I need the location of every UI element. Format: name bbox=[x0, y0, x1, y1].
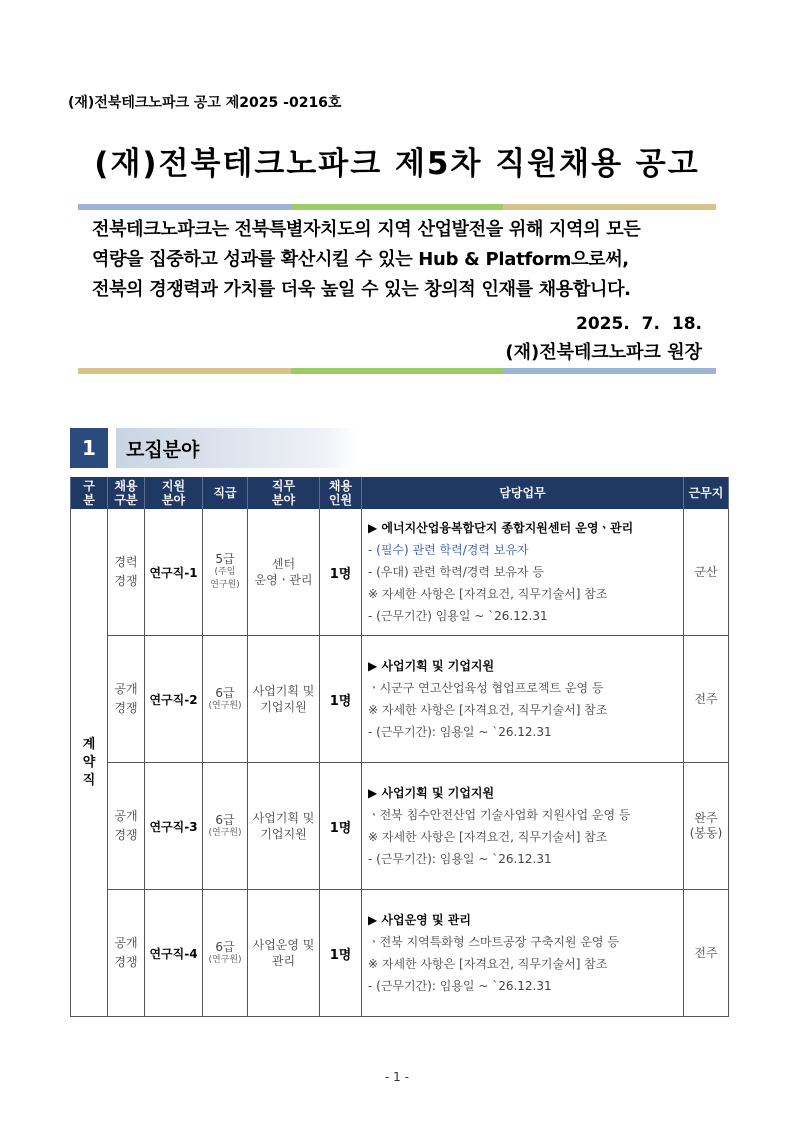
section-number: 1 bbox=[70, 428, 108, 468]
duties: ▶ 사업기획 및 기업지원 ㆍ전북 침수안전산업 기술사업화 지원사업 운영 등 ※ 자세한 사항은 [자격요건, 직무기술서] 참조 - (근무기간): 임용일 ~ `26.12.31 bbox=[362, 763, 684, 890]
bottom-color-bar bbox=[78, 368, 716, 374]
location: 전주 bbox=[684, 636, 729, 763]
header-job-field: 직무 분야 bbox=[248, 477, 320, 509]
table-row bbox=[71, 509, 729, 636]
table-header-row bbox=[71, 477, 729, 509]
top-color-bar bbox=[78, 204, 716, 210]
grade: 6급 (연구원) bbox=[203, 636, 248, 763]
intro-paragraph bbox=[92, 215, 718, 305]
section-title: 모집분야 bbox=[116, 428, 358, 468]
bar-segment-green bbox=[291, 204, 504, 210]
job-field: 사업기획 및 기업지원 bbox=[248, 763, 320, 890]
grade: 5급 (주임 연구원) bbox=[203, 509, 248, 636]
location: 전주 bbox=[684, 890, 729, 1017]
job-field: 사업운영 및 관리 bbox=[248, 890, 320, 1017]
job-field: 센터 운영ㆍ관리 bbox=[248, 509, 320, 636]
header-division: 구 분 bbox=[71, 477, 108, 509]
job-code: 연구직-2 bbox=[145, 636, 203, 763]
grade: 6급 (연구원) bbox=[203, 890, 248, 1017]
duties: ▶ 사업기획 및 기업지원 ㆍ시군구 연고산업육성 협업프로젝트 운영 등 ※ 자세한 사항은 [자격요건, 직무기술서] 참조 - (근무기간): 임용일 ~ `26.12.31 bbox=[362, 636, 684, 763]
headcount: 1명 bbox=[320, 763, 362, 890]
table-row bbox=[71, 890, 729, 1017]
recruit-type: 공개 경쟁 bbox=[108, 763, 145, 890]
job-code: 연구직-3 bbox=[145, 763, 203, 890]
table-row bbox=[71, 763, 729, 890]
intro-line: 역량을 집중하고 성과를 확산시킬 수 있는 Hub & Platform으로써, bbox=[92, 249, 629, 270]
location: 군산 bbox=[684, 509, 729, 636]
header-recruit-type: 채용 구분 bbox=[108, 477, 145, 509]
page-title: (재)전북테크노파크 제5차 직원채용 공고 bbox=[94, 146, 700, 182]
headcount: 1명 bbox=[320, 509, 362, 636]
bar-segment-tan bbox=[78, 368, 291, 374]
headcount: 1명 bbox=[320, 890, 362, 1017]
recruit-type: 공개 경쟁 bbox=[108, 890, 145, 1017]
page-number: - 1 - bbox=[385, 1070, 409, 1084]
duties: ▶ 사업운영 및 관리 ㆍ전북 지역특화형 스마트공장 구축지원 운영 등 ※ 자세한 사항은 [자격요건, 직무기술서] 참조 - (근무기간): 임용일 ~ `26.12.31 bbox=[362, 890, 684, 1017]
bar-segment-tan bbox=[503, 204, 716, 210]
header-apply-field: 지원 분야 bbox=[145, 477, 203, 509]
notice-number: (재)전북테크노파크 공고 제2025 -0216호 bbox=[68, 95, 342, 111]
table-row bbox=[71, 636, 729, 763]
headcount: 1명 bbox=[320, 636, 362, 763]
grade: 6급 (연구원) bbox=[203, 763, 248, 890]
bar-segment-blue bbox=[78, 204, 291, 210]
job-code: 연구직-1 bbox=[145, 509, 203, 636]
header-duties: 담당업무 bbox=[362, 477, 684, 509]
notice-date: 2025. 7. 18. bbox=[575, 314, 702, 334]
job-field: 사업기획 및 기업지원 bbox=[248, 636, 320, 763]
bar-segment-blue bbox=[503, 368, 716, 374]
group-contract: 계 약 직 bbox=[71, 509, 108, 1017]
location: 완주 (봉동) bbox=[684, 763, 729, 890]
header-headcount: 채용 인원 bbox=[320, 477, 362, 509]
header-location: 근무지 bbox=[684, 477, 729, 509]
issuer: (재)전북테크노파크 원장 bbox=[505, 342, 702, 363]
recruit-type: 공개 경쟁 bbox=[108, 636, 145, 763]
recruitment-table bbox=[70, 477, 729, 1017]
header-grade: 직급 bbox=[203, 477, 248, 509]
bar-segment-green bbox=[291, 368, 504, 374]
recruit-type: 경력 경쟁 bbox=[108, 509, 145, 636]
duties: ▶ 에너지산업융복합단지 종합지원센터 운영ㆍ관리 - (필수) 관련 학력/경력 보유자 - (우대) 관련 학력/경력 보유자 등 ※ 자세한 사항은 [자격요건, 직무기술서] 참조 - (근무기간) 임용일 ~ `26.12.31 bbox=[362, 509, 684, 636]
intro-line: 전북의 경쟁력과 가치를 더욱 높일 수 있는 창의적 인재를 채용합니다. bbox=[92, 279, 631, 300]
intro-line: 전북테크노파크는 전북특별자치도의 지역 산업발전을 위해 지역의 모든 bbox=[92, 219, 641, 240]
job-code: 연구직-4 bbox=[145, 890, 203, 1017]
